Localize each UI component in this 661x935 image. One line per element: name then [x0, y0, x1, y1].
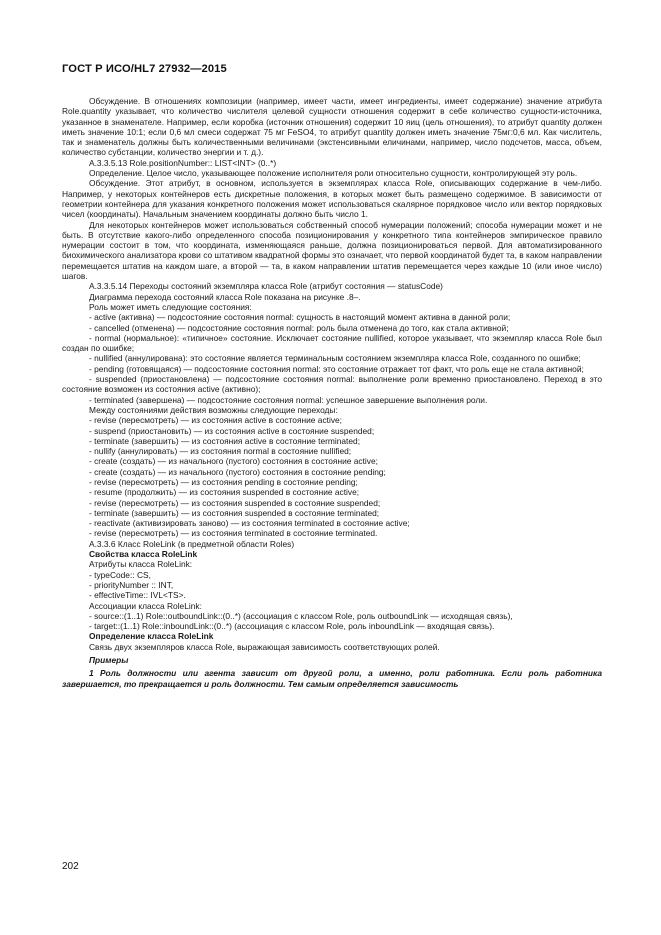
transition-item: - revise (пересмотреть) — из состояния suspended в состояние suspended;	[89, 497, 381, 508]
transition-item: - resume (продолжить) — из состояния suspended в состояние active;	[89, 487, 360, 498]
rolelink-properties-heading: Свойства класса RoleLink	[89, 549, 198, 560]
rolelink-definition-text: Связь двух экземпляров класса Role, выражающая зависимость соответствующих ролей.	[89, 641, 440, 652]
transition-item: - terminate (завершить) — из состояния active в состояние terminated;	[89, 435, 361, 446]
state-item: - nullified (аннулирована): это состояние является терминальным состоянием экземпляра класса Role, созданного по ошибке;	[89, 353, 581, 364]
state-item: - cancelled (отменена) — подсостояние состояния normal: роль была отменена до того, как стала активной;	[89, 322, 509, 333]
transition-item: - create (создать) — из начального (пустого) состояния в состояние pending;	[89, 466, 386, 477]
discussion-position-paragraph: Обсуждение. Этот атрибут, в основном, используется в экземплярах класса Role, описывающих содержание в чем-либо. Например, у некоторых контейнеров есть дискретные положения, в которых может быть размещено содержимое. В зависимости от геометрии контейнера для указания конкретного положения может использоваться скалярное порядковое число или вектор порядковых чисел (координаты). Начальным значением координаты должно быть число 1.	[62, 178, 602, 220]
transition-item: - create (создать) — из начального (пустого) состояния в состояние active;	[89, 456, 378, 467]
examples-heading: Примеры	[89, 655, 129, 666]
transition-item: - suspend (приостановить) — из состояния active в состояние suspended;	[89, 425, 375, 436]
document-body	[62, 96, 602, 689]
states-intro-paragraph: Роль может иметь следующие состояния:	[89, 301, 252, 312]
rolelink-attributes-title: Атрибуты класса RoleLink:	[89, 559, 193, 570]
rolelink-association-item: - source::(1..1) Role::outboundLink::(0..*) (ассоциация с классом Role, роль outboundLink — исходящая связь),	[89, 610, 513, 621]
numbering-paragraph: Для некоторых контейнеров может использоваться собственный способ нумерации положений; способа нумерации может и не быть. В отсутствие какого-либо определенного способа позиционирования у конкретного типа контейнеров эмпирическое правило нумерации состоит в том, что координата, изменяющаяся раньше, должна позиционироваться первой. Для автоматизированного биохимического анализатора крови со штативом квадратной формы это означает, что первой координатой будет та, в каком направлении перемещается штатив на каждом шаге, а второй — та, в каком направлении штатив перемещается через каждые 10 (или иное число) шагов.	[62, 219, 602, 282]
rolelink-association-item: - target::(1..1) Role::inboundLink::(0..*) (ассоциация с классом Role, роль inboundLink — входящая связь).	[89, 621, 495, 632]
transitions-intro-paragraph: Между состояниями действия возможны следующие переходы:	[89, 404, 338, 415]
state-item: - pending (готовящаяся) — подсостояние состояния normal: это состояние отражает тот факт, что роль еще не стала активной;	[89, 363, 584, 374]
rolelink-definition-heading: Определение класса RoleLink	[89, 631, 214, 642]
state-item: - active (активна) — подсостояние состояния normal: сущность в настоящий момент активна в данной роли;	[89, 312, 511, 323]
rolelink-attribute-item: - effectiveTime:: IVL<TS>.	[89, 590, 186, 601]
rolelink-associations-title: Ассоциации класса RoleLink:	[89, 600, 202, 611]
rolelink-attribute-item: - typeCode:: CS,	[89, 569, 151, 580]
transition-item: - nullify (аннулировать) — из состояния normal в состояние nullified;	[89, 446, 352, 457]
example-paragraph: 1 Роль должности или агента зависит от другой роли, а именно, роли работника. Если роль работника завершается, то прекращается и роль должности. Тем самым определяется зависимость	[62, 668, 602, 689]
transition-item: - revise (пересмотреть) — из состояния active в состояние active;	[89, 415, 342, 426]
definition-paragraph: Определение. Целое число, указывающее положение исполнителя роли относительно сущности, контролирующей эту роль.	[89, 168, 578, 179]
state-item: - suspended (приостановлена) — подсостояние состояния normal: выполнение роли временно приостановлено. Переход в это состояние возможен из состояния active (активно);	[62, 374, 602, 395]
section-heading-rolelink: A.3.3.6 Класс RoleLink (в предметной области Roles)	[89, 538, 295, 549]
document-header: ГОСТ Р ИСО/HL7 27932—2015	[62, 63, 227, 75]
transition-item: - revise (пересмотреть) — из состояния pending в состояние pending;	[89, 476, 358, 487]
state-item: - terminated (завершена) — подсостояние состояния normal: успешное завершение выполнения роли.	[89, 394, 488, 405]
rolelink-attribute-item: - priorityNumber :: INT,	[89, 579, 174, 590]
state-item: - normal (нормальное): «типичное» состояние. Исключает состояние nullified, которое указывает, что экземпляр класса Role был создан по ошибке;	[62, 332, 602, 354]
diagram-reference-paragraph: Диаграмма перехода состояний класса Role показана на рисунке .8–.	[89, 291, 361, 302]
transition-item: - revise (пересмотреть) — из состояния terminated в состояние terminated.	[89, 528, 378, 539]
section-heading-position-number: A.3.3.5.13 Role.positionNumber:: LIST<INT> (0..*)	[89, 157, 277, 168]
transition-item: - terminate (завершить) — из состояния suspended в состояние terminated;	[89, 507, 380, 518]
section-heading-state-transitions: A.3.3.5.14 Переходы состояний экземпляра класса Role (атрибут состояния — statusCode)	[89, 281, 443, 292]
discussion-quantity-paragraph: Обсуждение. В отношениях композиции (например, имеет части, имеет ингредиенты, имеет содержание) значение атрибута Role.quantity указывает, что количество числителя целевой сущности отношения содержит в себе количество сущности-источника, указанное в знаменателе. Например, если коробка (источник отношения) содержит 10 яиц (цель отношения), то атрибут quantity должен иметь значение 10:1; если 0,6 мл смеси содержат 75 мг FeSO4, то атрибут quantity должен иметь значение 75мг:0,6 мл. Как числитель, так и знаменатель должны быть количественными величинами (экстенсивными еличинами, например, число подсчетов, масса, объем, количество субстанции, количество энергии и т. д.).	[62, 96, 602, 158]
transition-item: - reactivate (активизировать заново) — из состояния terminated в состояние active;	[89, 518, 410, 529]
page-number: 202	[62, 861, 79, 872]
